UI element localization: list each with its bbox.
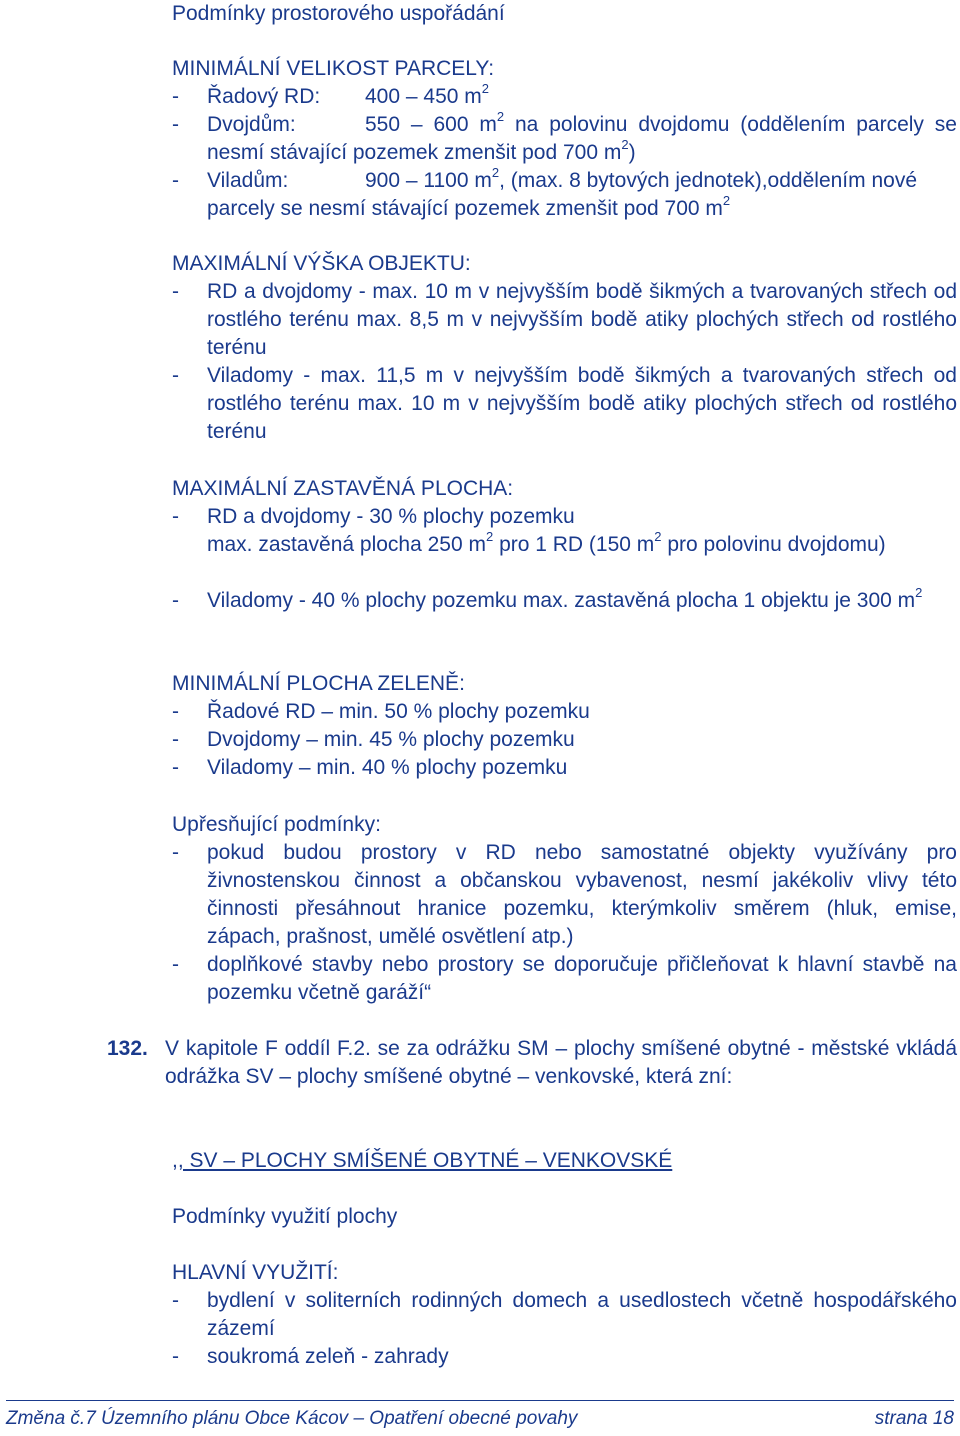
list-item-height-villa xyxy=(172,362,957,446)
list-item-row-house: - Řadový RD: 400 – 450 $m^2$ xyxy=(172,83,957,111)
double-house-label: Dvojdům: xyxy=(207,113,296,136)
list-dash: - xyxy=(172,589,179,612)
list-item-built-rd xyxy=(172,503,957,531)
main-use-title: HLAVNÍ VYUŽITÍ: xyxy=(172,1261,339,1284)
list-item-specifying-1: - pokud budou prostory v RD nebo samostatné objekty využívány pro živnostenskou činnost a občanskou vybavenost, nesmí jakékoliv vlivy této činnosti přesáhnout hranice pozemku, kterýmkoliv směrem (hluk, emise, zápach, prašnost, umělé osvětlení atp.) xyxy=(172,841,957,948)
list-item-main-use-2: - soukromá zeleň - zahrady xyxy=(172,1343,957,1371)
row-house-label: Řadový RD: xyxy=(207,85,321,108)
min-parcel-title: MINIMÁLNÍ VELIKOST PARCELY: xyxy=(172,57,495,80)
list-item-green-row: - Řadové RD – min. 50 % plochy pozemku xyxy=(172,698,957,726)
list-dash: - xyxy=(172,280,179,303)
heading-spatial-conditions: Podmínky prostorového uspořádání xyxy=(172,2,505,25)
section-132-text: V kapitole F oddíl F.2. se za odrážku SM – plochy smíšené obytné - městské vkládá odrážka SV – plochy smíšené obytné – venkovské, která zní: xyxy=(165,1037,957,1088)
built-villa-text: Viladomy - 40 % plochy pozemku max. zastavěná plocha 1 objektu je 300 m xyxy=(207,589,916,612)
villa-house-value: 900 – 1100 m xyxy=(365,169,492,192)
page-footer xyxy=(6,1400,954,1431)
built-rd-text: RD a dvojdomy - 30 % plochy pozemku xyxy=(207,505,575,528)
max-built-title: MAXIMÁLNÍ ZASTAVĚNÁ PLOCHA: xyxy=(172,477,514,500)
sv-heading: ,, SV – PLOCHY SMÍŠENÉ OBYTNÉ – VENKOVSKÉ xyxy=(172,1149,673,1172)
max-height-title: MAXIMÁLNÍ VÝŠKA OBJEKTU: xyxy=(172,252,471,275)
built-rd-continuation: max. zastavěná plocha 250 $m^2$ pro 1 RD (150 $m^2$ pro polovinu dvojdomu) xyxy=(207,529,886,556)
list-dash: - xyxy=(172,841,179,864)
list-dash: - xyxy=(172,364,179,387)
list-item-built-villa: - Viladomy - 40 % plochy pozemku max. zastavěná plocha 1 objektu je 300 $m^2$ xyxy=(172,587,957,615)
list-dash: - xyxy=(172,1289,179,1312)
list-item-double-house: - Dvojdům: 550 – 600 $m^2$ na polovinu dvojdomu (oddělením parcely se nesmí stávající pozemek zmenšit pod 700 $m^2$) xyxy=(172,109,957,164)
list-dash: - xyxy=(172,169,179,192)
row-house-value: 400 – 450 m xyxy=(365,85,482,108)
list-item-height-rd xyxy=(172,278,957,362)
double-house-value: 550 – 600 m xyxy=(365,113,497,136)
list-item-villa-house: - Viladům: 900 – 1100 $m^2$, (max. 8 bytových jednotek),oddělením nové parcely se nesmí stávající pozemek zmenšit pod 700 $m^2$ xyxy=(172,165,917,220)
list-item-green-villa: - Viladomy – min. 40 % plochy pozemku xyxy=(172,754,957,782)
section-number: 132. xyxy=(107,1037,148,1060)
villa-house-label: Viladům: xyxy=(207,169,289,192)
list-dash: - xyxy=(172,728,179,751)
list-dash: - xyxy=(172,756,179,779)
list-dash: - xyxy=(172,1345,179,1368)
list-dash: - xyxy=(172,85,179,108)
usage-heading: Podmínky využití plochy xyxy=(172,1205,398,1228)
height-villa-text: Viladomy - max. 11,5 m v nejvyšším bodě šikmých a tvarovaných střech od rostlého terénu max. 10 m v nejvyšším bodě atiky plochých střech od rostlého terénu xyxy=(207,364,957,443)
height-rd-text: RD a dvojdomy - max. 10 m v nejvyšším bodě šikmých a tvarovaných střech od rostlého terénu max. 8,5 m v nejvyšším bodě atiky plochých střech od rostlého terénu xyxy=(207,280,957,359)
footer-title: Změna č.7 Územního plánu Obce Kácov – Opatření obecné povahy xyxy=(6,1408,578,1429)
list-item-main-use-1: - bydlení v soliterních rodinných domech a usedlostech včetně hospodářského zázemí xyxy=(172,1289,957,1340)
footer-page-number: strana 18 xyxy=(874,1408,954,1429)
list-item-specifying-2: - doplňkové stavby nebo prostory se doporučuje přičleňovat k hlavní stavbě na pozemku včetně garáží“ xyxy=(172,953,957,1004)
specifying-title: Upřesňující podmínky: xyxy=(172,813,381,836)
list-dash: - xyxy=(172,505,179,528)
min-green-title: MINIMÁLNÍ PLOCHA ZELENĚ: xyxy=(172,672,465,695)
list-dash: - xyxy=(172,700,179,723)
list-dash: - xyxy=(172,113,179,136)
list-dash: - xyxy=(172,953,179,976)
list-item-green-double: - Dvojdomy – min. 45 % plochy pozemku xyxy=(172,726,957,754)
